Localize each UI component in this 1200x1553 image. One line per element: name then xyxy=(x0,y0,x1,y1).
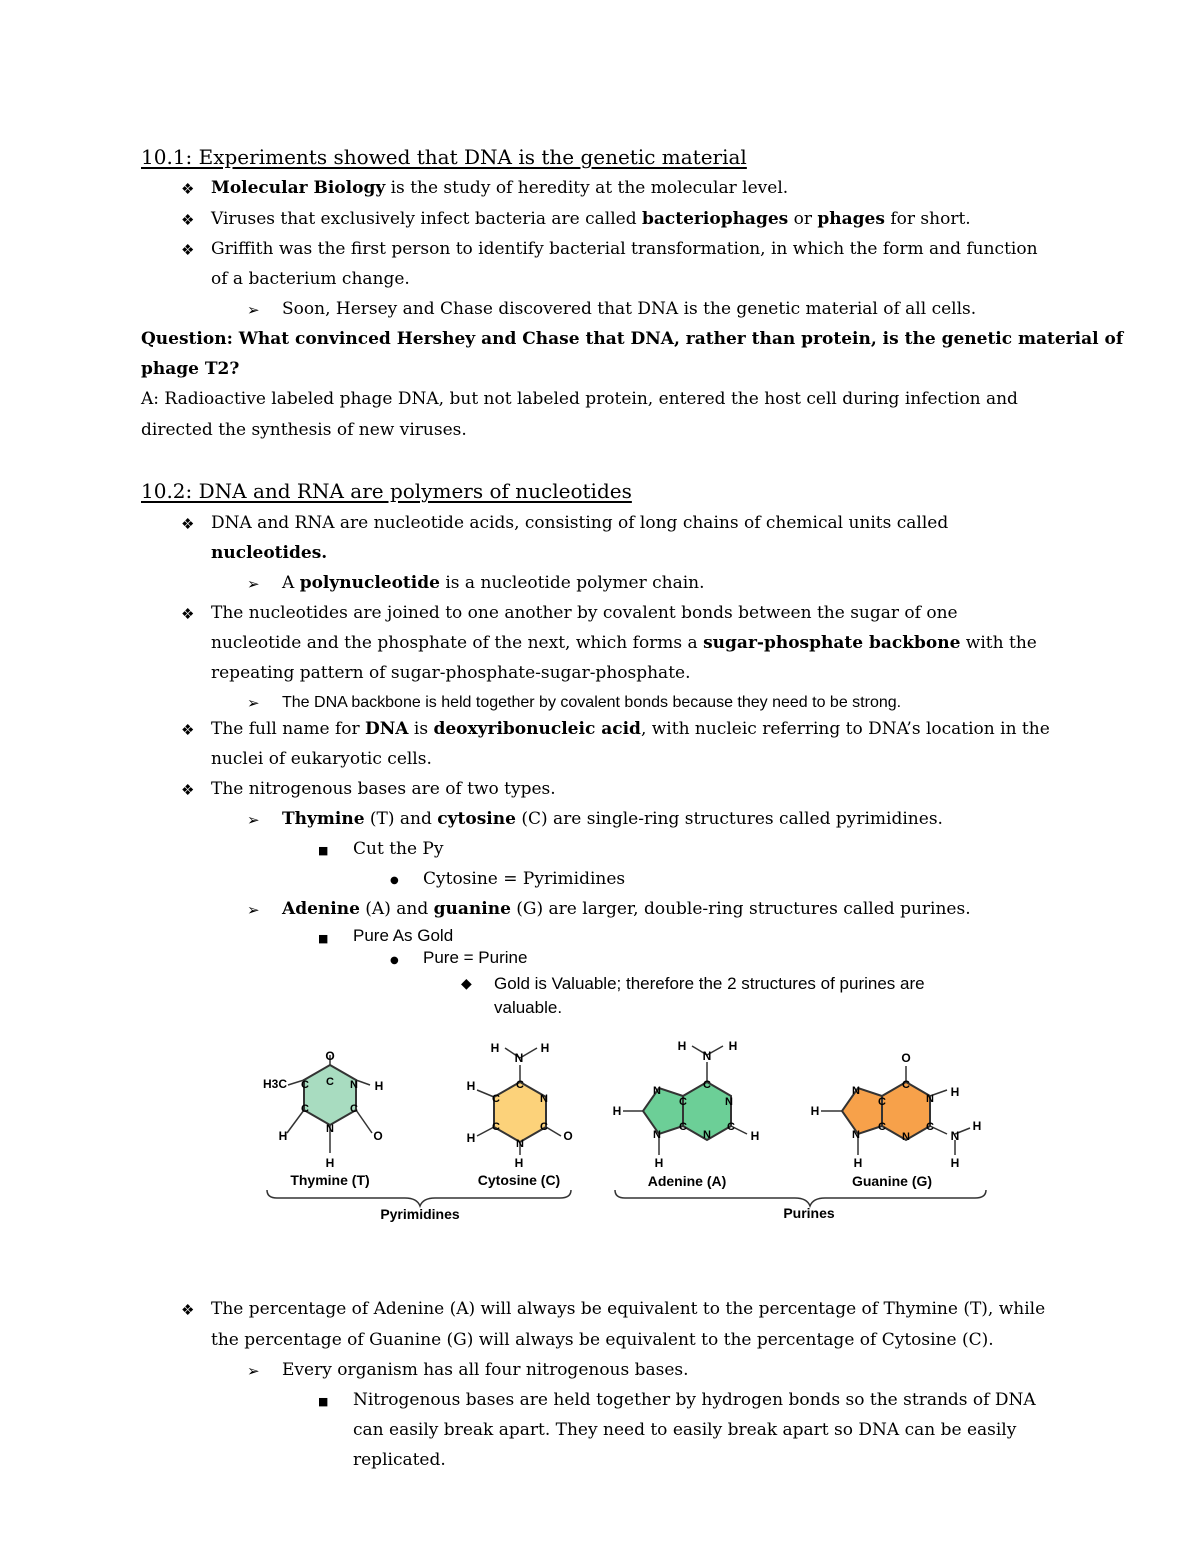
svg-text:O: O xyxy=(563,1129,573,1143)
pyrimidines-brace xyxy=(267,1190,571,1206)
bullet-diamond: ❖ xyxy=(181,605,195,623)
guanine-five-ring xyxy=(842,1088,882,1134)
svg-text:C: C xyxy=(350,1103,358,1115)
thymine-ring xyxy=(304,1065,356,1125)
svg-text:C: C xyxy=(902,1079,910,1091)
purines-brace xyxy=(615,1190,986,1206)
svg-text:C: C xyxy=(878,1121,886,1133)
bullet-backbone-line2: nucleotide and the phosphate of the next, which forms a sugar-phosphate backbone with the xyxy=(211,633,1037,653)
bullet-dot: ● xyxy=(390,875,399,886)
label-pyrimidines: Pyrimidines xyxy=(380,1206,460,1222)
section-heading-10-2: 10.2: DNA and RNA are polymers of nucleotides xyxy=(141,479,632,503)
sub-bullet-four-bases: Every organism has all four nitrogenous bases. xyxy=(282,1360,689,1380)
svg-text:C: C xyxy=(727,1121,735,1133)
svg-text:H: H xyxy=(612,1104,622,1118)
mnemonic-gold-valuable-line2: valuable. xyxy=(494,998,563,1017)
bullet-full-name-line2: nuclei of eukaryotic cells. xyxy=(211,749,432,769)
thymine-structure xyxy=(263,1049,383,1170)
svg-text:N: N xyxy=(516,1138,524,1150)
svg-text:O: O xyxy=(373,1129,383,1143)
bullet-arrow: ➢ xyxy=(247,694,260,712)
bullet-diamond: ❖ xyxy=(181,515,195,533)
svg-text:H: H xyxy=(466,1131,476,1145)
label-cytosine: Cytosine (C) xyxy=(477,1172,561,1188)
svg-text:H: H xyxy=(325,1156,335,1170)
mnemonic-cytosine-pyrimidines: Cytosine = Pyrimidines xyxy=(423,869,626,889)
bullet-arrow: ➢ xyxy=(247,301,260,319)
svg-text:N: N xyxy=(950,1129,960,1143)
mnemonic-cut-the-py: Cut the Py xyxy=(353,839,444,859)
svg-text:N: N xyxy=(852,1129,860,1141)
svg-text:N: N xyxy=(725,1096,733,1108)
mnemonic-pure-as-gold: Pure As Gold xyxy=(353,926,454,945)
svg-text:H: H xyxy=(278,1129,288,1143)
svg-text:N: N xyxy=(653,1085,661,1097)
svg-text:C: C xyxy=(703,1079,711,1091)
bullet-nitrogenous-bases: The nitrogenous bases are of two types. xyxy=(211,779,556,799)
svg-text:H: H xyxy=(466,1079,476,1093)
svg-text:C: C xyxy=(540,1121,548,1133)
bullet-arrow: ➢ xyxy=(247,575,260,593)
svg-text:N: N xyxy=(326,1123,334,1135)
svg-text:N: N xyxy=(703,1129,711,1141)
svg-text:N: N xyxy=(350,1079,358,1091)
svg-text:H3C: H3C xyxy=(262,1077,288,1091)
svg-text:H: H xyxy=(677,1039,687,1053)
svg-text:H: H xyxy=(950,1085,960,1099)
svg-text:N: N xyxy=(653,1129,661,1141)
cytosine-structure xyxy=(467,1041,573,1170)
svg-text:H: H xyxy=(972,1119,982,1133)
bullet-nucleotide-acids-line1: DNA and RNA are nucleotide acids, consisting of long chains of chemical units called xyxy=(211,513,949,533)
svg-text:C: C xyxy=(878,1096,886,1108)
bullet-full-name-line1: The full name for DNA is deoxyribonucleic acid, with nucleic referring to DNA’s location in the xyxy=(211,719,1050,739)
svg-text:C: C xyxy=(301,1103,309,1115)
adenine-five-ring xyxy=(643,1088,683,1134)
svg-text:H: H xyxy=(750,1129,760,1143)
cytosine-ring xyxy=(494,1082,546,1142)
svg-text:O: O xyxy=(901,1051,911,1065)
svg-text:H: H xyxy=(728,1039,738,1053)
bullet-nucleotide-acids-line2: nucleotides. xyxy=(211,543,328,563)
hydrogen-bonds-line2: can easily break apart. They need to easily break apart so DNA can be easily xyxy=(353,1420,1017,1440)
answer-line1: A: Radioactive labeled phage DNA, but not labeled protein, entered the host cell during infection and xyxy=(141,389,1018,409)
bullet-diamond: ❖ xyxy=(181,1301,195,1319)
label-purines: Purines xyxy=(783,1205,835,1221)
svg-text:O: O xyxy=(325,1049,335,1063)
sub-bullet-covalent-bonds: The DNA backbone is held together by covalent bonds because they need to be strong. xyxy=(282,694,902,711)
svg-text:N: N xyxy=(852,1085,860,1097)
adenine-structure xyxy=(613,1039,760,1170)
bullet-molecular-biology: Molecular Biology is the study of heredity at the molecular level. xyxy=(211,178,789,198)
sub-bullet-purines: Adenine (A) and guanine (G) are larger, double-ring structures called purines. xyxy=(282,899,971,919)
svg-text:N: N xyxy=(702,1049,712,1063)
bullet-arrow: ➢ xyxy=(247,901,260,919)
bullet-percentage-line2: the percentage of Guanine (G) will always be equivalent to the percentage of Cytosine (C). xyxy=(211,1330,994,1350)
svg-text:H: H xyxy=(374,1079,384,1093)
sub-bullet-hersey-chase: Soon, Hersey and Chase discovered that DNA is the genetic material of all cells. xyxy=(282,299,977,319)
bullet-diamond: ❖ xyxy=(181,781,195,799)
svg-text:C: C xyxy=(679,1121,687,1133)
bullet-square: ■ xyxy=(318,844,329,857)
mnemonic-gold-valuable-line1: Gold is Valuable; therefore the 2 structures of purines are xyxy=(494,974,925,993)
bullet-griffith-line1: Griffith was the first person to identify bacterial transformation, in which the form and function xyxy=(211,239,1038,259)
section-heading-10-1: 10.1: Experiments showed that DNA is the genetic material xyxy=(141,145,747,169)
svg-text:C: C xyxy=(492,1121,500,1133)
svg-text:H: H xyxy=(490,1041,500,1055)
svg-text:H: H xyxy=(810,1104,820,1118)
bullet-arrow: ➢ xyxy=(247,811,260,829)
svg-text:N: N xyxy=(902,1131,910,1143)
label-guanine: Guanine (G) xyxy=(851,1173,933,1189)
svg-text:N: N xyxy=(540,1093,548,1105)
svg-text:N: N xyxy=(926,1093,934,1105)
bullet-solid-diamond: ◆ xyxy=(461,976,472,992)
sub-bullet-pyrimidines: Thymine (T) and cytosine (C) are single-ring structures called pyrimidines. xyxy=(282,809,943,829)
nitrogenous-bases-figure xyxy=(255,1030,995,1230)
question-line1: Question: What convinced Hershey and Chase that DNA, rather than protein, is the genetic material of xyxy=(141,329,1124,349)
bullet-arrow: ➢ xyxy=(247,1362,260,1380)
svg-text:H: H xyxy=(950,1156,960,1170)
answer-line2: directed the synthesis of new viruses. xyxy=(141,420,467,440)
label-adenine: Adenine (A) xyxy=(647,1173,727,1189)
guanine-structure xyxy=(811,1051,982,1170)
svg-text:C: C xyxy=(926,1121,934,1133)
bullet-backbone-line1: The nucleotides are joined to one another by covalent bonds between the sugar of one xyxy=(211,603,958,623)
svg-text:C: C xyxy=(326,1076,334,1088)
bullet-diamond: ❖ xyxy=(181,211,195,229)
bullet-square: ■ xyxy=(318,1395,329,1408)
svg-text:H: H xyxy=(514,1156,524,1170)
svg-text:C: C xyxy=(301,1079,309,1091)
svg-text:C: C xyxy=(492,1093,500,1105)
bullet-dot: ● xyxy=(390,955,399,966)
bullet-griffith-line2: of a bacterium change. xyxy=(211,269,410,289)
svg-text:N: N xyxy=(514,1051,524,1065)
svg-text:H: H xyxy=(654,1156,664,1170)
bullet-diamond: ❖ xyxy=(181,721,195,739)
bullet-percentage-line1: The percentage of Adenine (A) will always be equivalent to the percentage of Thymine (T), while xyxy=(211,1299,1046,1319)
question-line2: phage T2? xyxy=(141,359,240,379)
bullet-backbone-line3: repeating pattern of sugar-phosphate-sugar-phosphate. xyxy=(211,663,691,683)
bullet-bacteriophages: Viruses that exclusively infect bacteria are called bacteriophages or phages for short. xyxy=(211,209,971,229)
bullet-diamond: ❖ xyxy=(181,241,195,259)
hydrogen-bonds-line3: replicated. xyxy=(353,1450,446,1470)
svg-text:H: H xyxy=(540,1041,550,1055)
bullet-diamond: ❖ xyxy=(181,180,195,198)
label-thymine: Thymine (T) xyxy=(290,1172,370,1188)
svg-text:C: C xyxy=(516,1079,524,1091)
svg-text:H: H xyxy=(853,1156,863,1170)
mnemonic-pure-purine: Pure = Purine xyxy=(423,948,528,967)
hydrogen-bonds-line1: Nitrogenous bases are held together by hydrogen bonds so the strands of DNA xyxy=(353,1390,1036,1410)
svg-text:C: C xyxy=(679,1096,687,1108)
sub-bullet-polynucleotide: A polynucleotide is a nucleotide polymer chain. xyxy=(282,573,705,593)
bullet-square: ■ xyxy=(318,932,329,945)
